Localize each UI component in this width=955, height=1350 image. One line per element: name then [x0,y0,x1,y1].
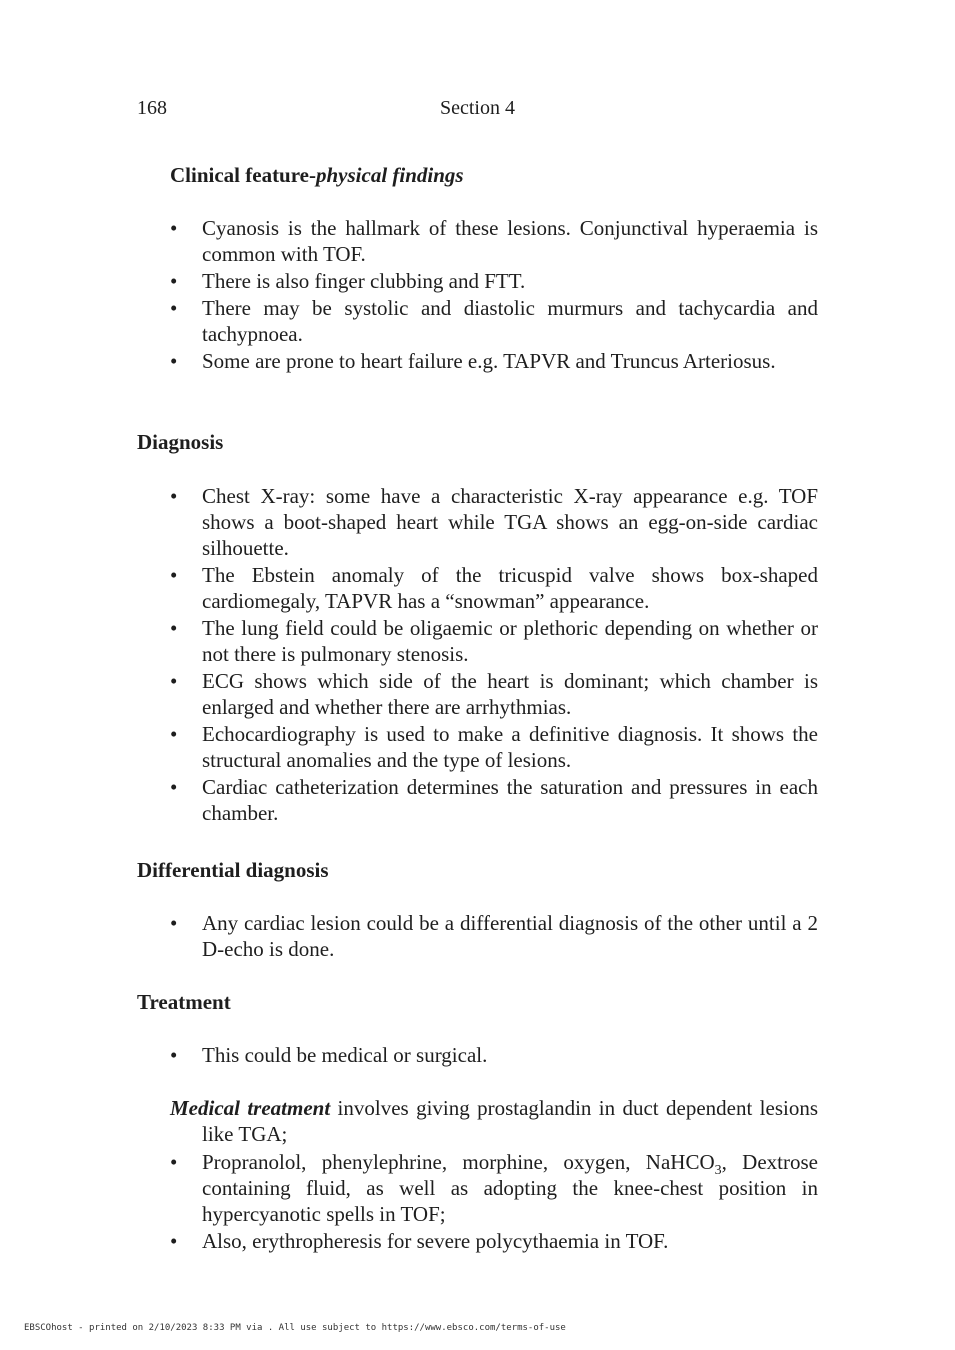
list-item-text: Some are prone to heart failure e.g. TAPVR and Truncus Arteriosus. [202,349,776,373]
medical-treatment-text: involves giving prostaglandin in duct dependent lesions like TGA; [202,1096,818,1146]
running-head: Section 4 [440,97,515,119]
list-item [170,668,818,720]
list-item [170,562,818,614]
list-item [170,483,818,561]
list-item-text: There is also finger clubbing and FTT. [202,269,526,293]
treatment-list [170,1042,818,1069]
subscript: 3 [714,1163,722,1179]
list-item [170,721,818,773]
list-item-text: Cyanosis is the hallmark of these lesions. Conjunctival hyperaemia is common with TOF. [202,216,818,266]
list-item [170,295,818,347]
bullet-icon: • [170,669,178,693]
list-item [170,1042,818,1068]
text-segment: Propranolol, phenylephrine, morphine, oxygen, NaHCO [202,1150,715,1174]
bullet-icon: • [170,216,178,240]
heading-clinical-plain: Clinical feature- [170,163,316,187]
list-item [170,348,818,374]
medical-treatment-paragraph [170,1095,818,1147]
list-item [170,1149,818,1227]
list-item-text: Any cardiac lesion could be a differential diagnosis of the other until a 2 D-echo is done. [202,911,818,961]
diagnosis-list [170,483,818,827]
heading-differential-diagnosis: Differential diagnosis [137,858,329,882]
bullet-icon: • [170,1043,178,1067]
list-item [170,910,818,962]
medical-treatment-list [170,1149,818,1255]
list-item [170,1228,818,1254]
bullet-icon: • [170,616,178,640]
heading-diagnosis: Diagnosis [137,430,224,454]
text-segment: , Dextrose containing fluid, as well as adopting the knee-chest position in hypercyanotic spells in TOF; [202,1150,818,1226]
bullet-icon: • [170,269,178,293]
list-item-text: There may be systolic and diastolic murmurs and tachycardia and tachypnoea. [202,296,818,346]
heading-treatment: Treatment [137,990,231,1014]
footer-notice: EBSCOhost - printed on 2/10/2023 8:33 PM via . All use subject to https://www.ebsco.com/terms-of-use [24,1323,566,1333]
list-item [170,615,818,667]
list-item-text: The Ebstein anomaly of the tricuspid valve shows box-shaped cardiomegaly, TAPVR has a “snowman” appearance. [202,563,818,613]
bullet-icon: • [170,563,178,587]
list-item-text: The lung field could be oligaemic or plethoric depending on whether or not there is pulmonary stenosis. [202,616,818,666]
bullet-icon: • [170,484,178,508]
list-item-text: ECG shows which side of the heart is dominant; which chamber is enlarged and whether there are arrhythmias. [202,669,818,719]
bullet-icon: • [170,911,178,935]
bullet-icon: • [170,349,178,373]
bullet-icon: • [170,722,178,746]
medical-treatment-lead: Medical treatment [170,1096,331,1120]
bullet-icon: • [170,296,178,320]
differential-list [170,910,818,963]
list-item-text: Echocardiography is used to make a definitive diagnosis. It shows the structural anomalies and the type of lesions. [202,722,818,772]
list-item-text [202,1150,818,1226]
heading-clinical-feature [170,162,464,188]
bullet-icon: • [170,775,178,799]
bullet-icon: • [170,1229,178,1253]
list-item [170,774,818,826]
clinical-findings-list [170,215,818,375]
page-number: 168 [137,97,167,119]
list-item-text: Cardiac catheterization determines the saturation and pressures in each chamber. [202,775,818,825]
list-item-text: Chest X-ray: some have a characteristic X-ray appearance e.g. TOF shows a boot-shaped heart while TGA shows an egg-on-side cardiac silhouette. [202,484,818,560]
list-item [170,215,818,267]
list-item-text: Also, erythropheresis for severe polycythaemia in TOF. [202,1229,669,1253]
heading-clinical-italic: physical findings [316,163,464,187]
bullet-icon: • [170,1150,178,1174]
list-item [170,268,818,294]
list-item-text: This could be medical or surgical. [202,1043,488,1067]
